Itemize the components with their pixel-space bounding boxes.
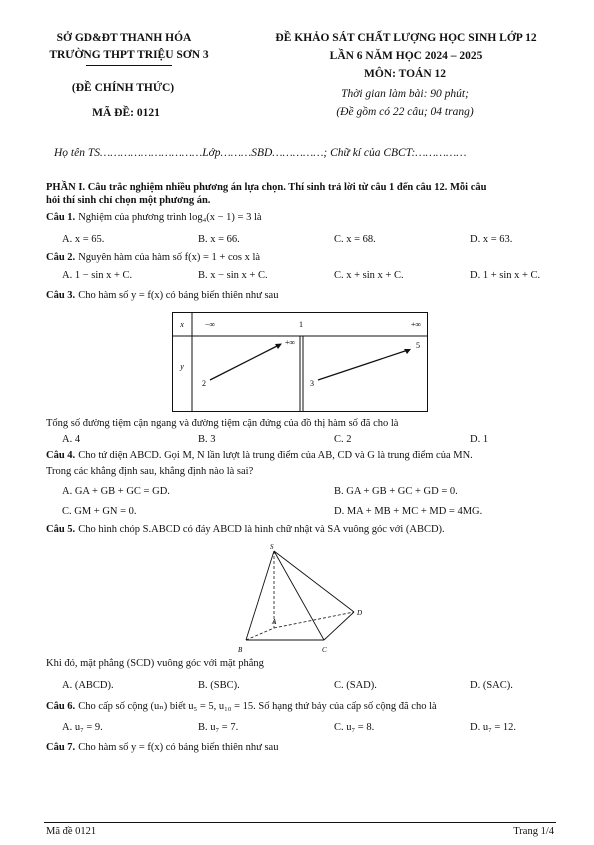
question-5-label: Câu 5.	[46, 524, 76, 535]
q2-option-b[interactable]: B. x − sin x + C.	[198, 270, 268, 281]
table-right-high: 5	[416, 341, 420, 350]
table-x-left: −∞	[204, 320, 216, 329]
official-label: (ĐỀ CHÍNH THỨC)	[71, 82, 175, 94]
q6-option-b[interactable]: B. u₇ = 7.	[198, 722, 239, 733]
question-5	[46, 524, 445, 535]
edge-SD	[274, 551, 354, 612]
question-5-prompt: Khi đó, mặt phẳng (SCD) vuông góc với mặt phẳng	[46, 658, 264, 669]
q5-option-a[interactable]: A. (ABCD).	[62, 680, 114, 691]
q4-option-b[interactable]: B. GA + GB + GC + GD = 0.	[334, 486, 458, 497]
q4-option-a[interactable]: A. GA + GB + GC = GD.	[62, 486, 170, 497]
q6-option-c[interactable]: C. u₇ = 8.	[334, 722, 375, 733]
question-4-text: Cho tứ diện ABCD. Gọi M, N lần lượt là trung điểm của AB, CD và G là trung điểm của MN.	[78, 450, 473, 461]
table-x-right: +∞	[410, 320, 422, 329]
q1-option-d[interactable]: D. x = 63.	[470, 234, 513, 245]
vertex-D-label: D	[357, 609, 363, 617]
exam-subject: MÔN: TOÁN 12	[364, 68, 446, 80]
question-6-text: Cho cấp số cộng (uₙ) biết u₅ = 5, u₁₀ = 15. Số hạng thứ bảy của cấp số cộng đã cho là	[78, 701, 437, 712]
question-6-label: Câu 6.	[46, 701, 76, 712]
question-1-text: Nghiệm của phương trình log₄(x − 1) = 3 là	[78, 212, 262, 223]
question-2-label: Câu 2.	[46, 252, 76, 263]
vertex-A-label: A	[272, 618, 277, 626]
question-3	[46, 290, 278, 301]
question-7	[46, 742, 278, 753]
increasing-arrow-right	[318, 350, 408, 380]
question-7-label: Câu 7.	[46, 742, 76, 753]
question-5-text: Cho hình chóp S.ABCD có đáy ABCD là hình chữ nhật và SA vuông góc với (ABCD).	[78, 524, 445, 535]
part1-instruction-line1: PHẦN I. Câu trắc nghiệm nhiều phương án lựa chọn. Thí sinh trả lời từ câu 1 đến câu 12. Mỗi câu	[46, 182, 487, 193]
table-right-low: 3	[310, 379, 314, 388]
candidate-info-line: Họ tên TS…………………………Lớp………SBD……………; Chữ kí của CBCT:……………	[54, 147, 467, 159]
variation-table	[172, 312, 428, 412]
question-3-text: Cho hàm số y = f(x) có bảng biến thiên như sau	[78, 290, 279, 301]
exam-title: ĐỀ KHẢO SÁT CHẤT LƯỢNG HỌC SINH LỚP 12	[275, 32, 537, 44]
edge-AD-hidden	[274, 612, 354, 628]
q3-option-d[interactable]: D. 1	[470, 434, 489, 445]
exam-pages: (Đề gồm có 22 câu; 04 trang)	[336, 106, 474, 118]
question-1	[46, 212, 262, 223]
question-4-label: Câu 4.	[46, 450, 76, 461]
table-y-label: y	[180, 362, 184, 371]
vertex-C-label: C	[322, 646, 327, 654]
edge-AB-hidden	[246, 628, 274, 640]
question-3-prompt: Tổng số đường tiệm cận ngang và đường tiệm cận đứng của đồ thị hàm số đã cho là	[46, 418, 399, 429]
edge-SB	[246, 551, 274, 640]
q3-option-a[interactable]: A. 4	[62, 434, 81, 445]
table-left-low: 2	[202, 379, 206, 388]
school-name: TRƯỜNG THPT TRIỆU SƠN 3	[49, 49, 209, 61]
part1-instruction-line2: hỏi thí sinh chỉ chọn một phương án.	[46, 195, 211, 206]
q6-option-a[interactable]: A. u₇ = 9.	[62, 722, 103, 733]
q4-option-d[interactable]: D. MA + MB + MC + MD = 4MG.	[334, 506, 483, 517]
school-underline	[86, 65, 172, 66]
q2-option-c[interactable]: C. x + sin x + C.	[334, 270, 404, 281]
table-x-mid: 1	[299, 320, 303, 329]
q2-option-a[interactable]: A. 1 − sin x + C.	[62, 270, 133, 281]
q3-option-b[interactable]: B. 3	[198, 434, 216, 445]
question-4	[46, 450, 473, 461]
q5-option-b[interactable]: B. (SBC).	[198, 680, 240, 691]
vertex-B-label: B	[238, 646, 243, 654]
footer-page-number: Trang 1/4	[513, 826, 554, 837]
q5-option-d[interactable]: D. (SAC).	[470, 680, 513, 691]
q4-option-c[interactable]: C. GM + GN = 0.	[62, 506, 137, 517]
table-x-label: x	[180, 320, 184, 329]
question-4-text-2: Trong các khẳng định sau, khẳng định nào là sai?	[46, 466, 254, 477]
edge-CD	[324, 612, 354, 640]
q1-option-a[interactable]: A. x = 65.	[62, 234, 105, 245]
footer-rule	[44, 822, 556, 823]
department-name: SỞ GD&ĐT THANH HÓA	[56, 32, 192, 44]
exam-code: MÃ ĐỀ: 0121	[92, 107, 160, 119]
question-2-text: Nguyên hàm của hàm số f(x) = 1 + cos x là	[78, 252, 261, 263]
q1-option-b[interactable]: B. x = 66.	[198, 234, 240, 245]
question-1-label: Câu 1.	[46, 212, 76, 223]
q5-option-c[interactable]: C. (SAD).	[334, 680, 377, 691]
pyramid-figure	[228, 540, 378, 658]
q6-option-d[interactable]: D. u₇ = 12.	[470, 722, 517, 733]
exam-time: Thời gian làm bài: 90 phút;	[341, 88, 469, 100]
question-6	[46, 700, 437, 712]
question-2	[46, 252, 260, 263]
increasing-arrow-left	[210, 345, 279, 380]
q3-option-c[interactable]: C. 2	[334, 434, 352, 445]
question-7-text: Cho hàm số y = f(x) có bảng biến thiên như sau	[78, 742, 279, 753]
exam-session: LẦN 6 NĂM HỌC 2024 – 2025	[329, 50, 483, 62]
footer-exam-code: Mã đề 0121	[46, 826, 97, 837]
q2-option-d[interactable]: D. 1 + sin x + C.	[470, 270, 541, 281]
q1-option-c[interactable]: C. x = 68.	[334, 234, 376, 245]
question-3-label: Câu 3.	[46, 290, 76, 301]
table-left-high: +∞	[284, 338, 296, 347]
vertex-S-label: S	[270, 543, 274, 551]
